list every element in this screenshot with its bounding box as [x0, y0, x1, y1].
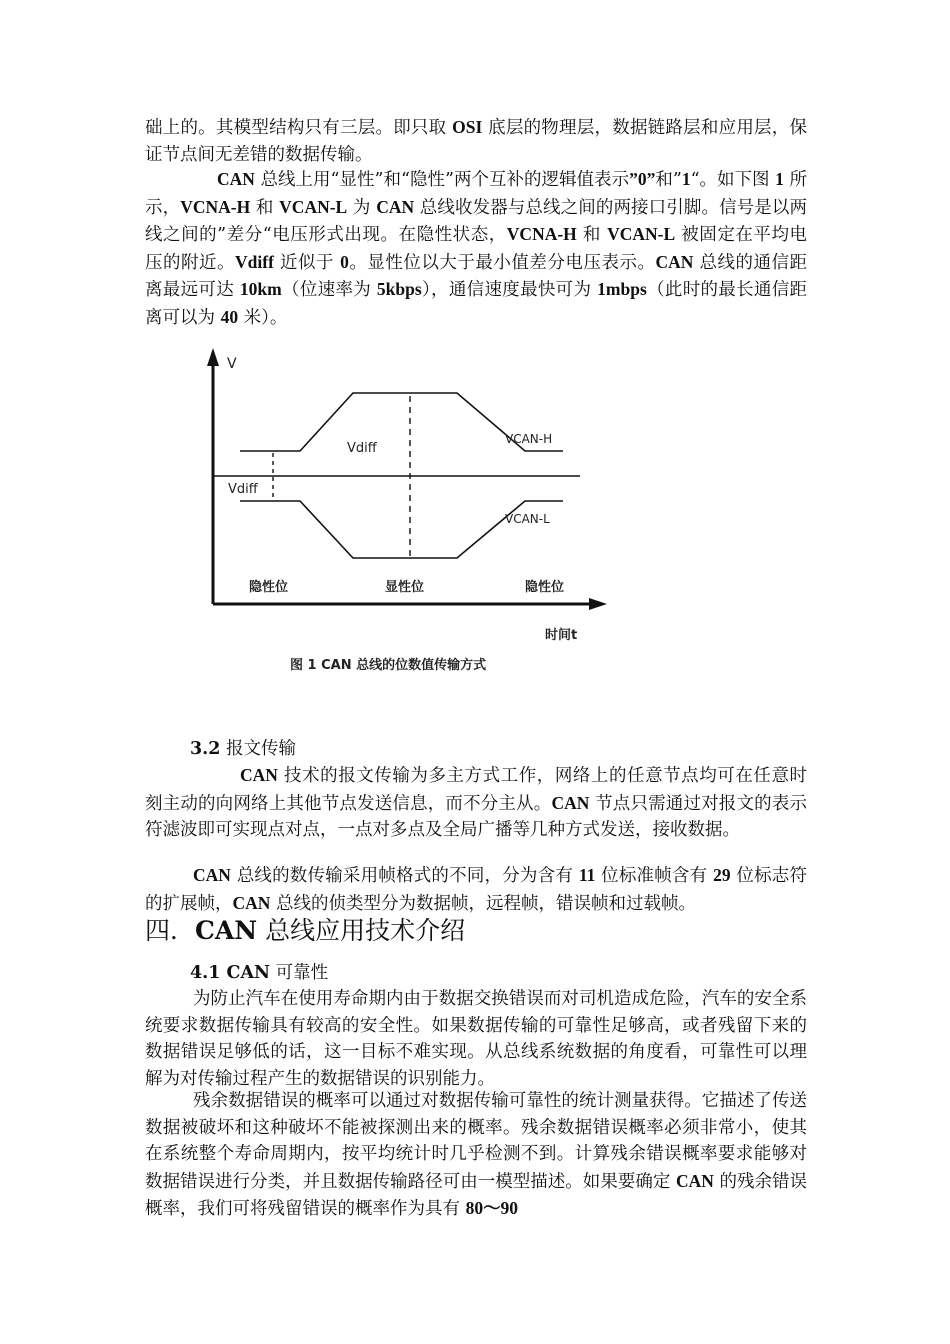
- vdiff-label-top: Vdiff: [347, 441, 377, 456]
- can-signal-paragraph: CAN 总线上用“显性”和“隐性”两个互补的逻辑值表示”0”和”1“。如下图 1 所示，VCNA-H 和 VCAN-L 为 CAN 总线收发器与总线之间的两接口引脚。信号是以两线之间的”差分“电压形式出现。在隐性状态，VCNA-H 和 VCAN-L 被固定在平均电压的附近。Vdiff 近似于 0。显性位以大于最小值差分电压表示。CAN 总线的通信距离最远可达 10km（位速率为 5kbps），通信速度最快可为 1mbps（此时的最长通信距离可以为 40 米）。: [145, 169, 808, 328]
- y-axis-label: V: [227, 356, 237, 372]
- section-4-1-heading: 4.1 CAN 可靠性: [190, 963, 329, 983]
- can-bit-transmission-figure: [195, 336, 635, 686]
- x-axis-arrow: [589, 598, 607, 610]
- vdiff-label-left: Vdiff: [228, 482, 258, 497]
- frame-format-paragraph: CAN 总线的数传输采用帧格式的不同，分为含有 11 位标准帧含有 29 位标志符的扩展帧，CAN 总线的侦类型分为数据帧，远程帧，错误帧和过载帧。: [145, 865, 807, 914]
- region-recessive-left: 隐性位: [249, 580, 289, 595]
- x-axis-label: 时间t: [545, 628, 578, 643]
- region-dominant: 显性位: [385, 580, 425, 595]
- vcan-l-label: VCAN-L: [505, 512, 550, 526]
- figure-caption: 图 1 CAN 总线的位数值传输方式: [290, 658, 487, 673]
- section-4-heading: 四．CAN 总线应用技术介绍: [145, 916, 466, 945]
- vcan-l-waveform: [240, 501, 563, 558]
- region-recessive-right: 隐性位: [525, 580, 565, 595]
- safety-paragraph: 为防止汽车在使用寿命期内由于数据交换错误而对司机造成危险，汽车的安全系统要求数据传输具有较高的安全性。如果数据传输的可靠性足够高，或者残留下来的数据错误足够低的话，这一目标不难实现。从总线系统数据的角度看，可靠性可以理解为对传输过程产生的数据错误的识别能力。: [145, 989, 807, 1089]
- vcan-h-label: VCAN-H: [505, 432, 553, 446]
- intro-paragraph: 础上的。其模型结构只有三层。即只取 OSI 底层的物理层，数据链路层和应用层，保证节点间无差错的数据传输。: [145, 117, 807, 165]
- y-axis-arrow: [207, 348, 219, 366]
- residual-error-paragraph: 残余数据错误的概率可以通过对数据传输可靠性的统计测量获得。它描述了传送数据被破坏和这种破坏不能被探测出来的概率。残余数据错误概率必须非常小，使其在系统整个寿命周期内，按平均统计时几乎检测不到。计算残余错误概率要求能够对数据错误进行分类，并且数据传输路径可由一模型描述。如果要确定 CAN 的残余错误概率，我们可将残留错误的概率作为具有 80～90: [145, 1091, 808, 1219]
- message-transmission-paragraph: CAN 技术的报文传输为多主方式工作，网络上的任意节点均可在任意时刻主动的向网络上其他节点发送信息，而不分主从。CAN 节点只需通过对报文的表示符滤波即可实现点对点，一点对多点及全局广播等几种方式发送，接收数据。: [145, 765, 807, 840]
- section-3-2-heading: 3.2 报文传输: [190, 739, 297, 759]
